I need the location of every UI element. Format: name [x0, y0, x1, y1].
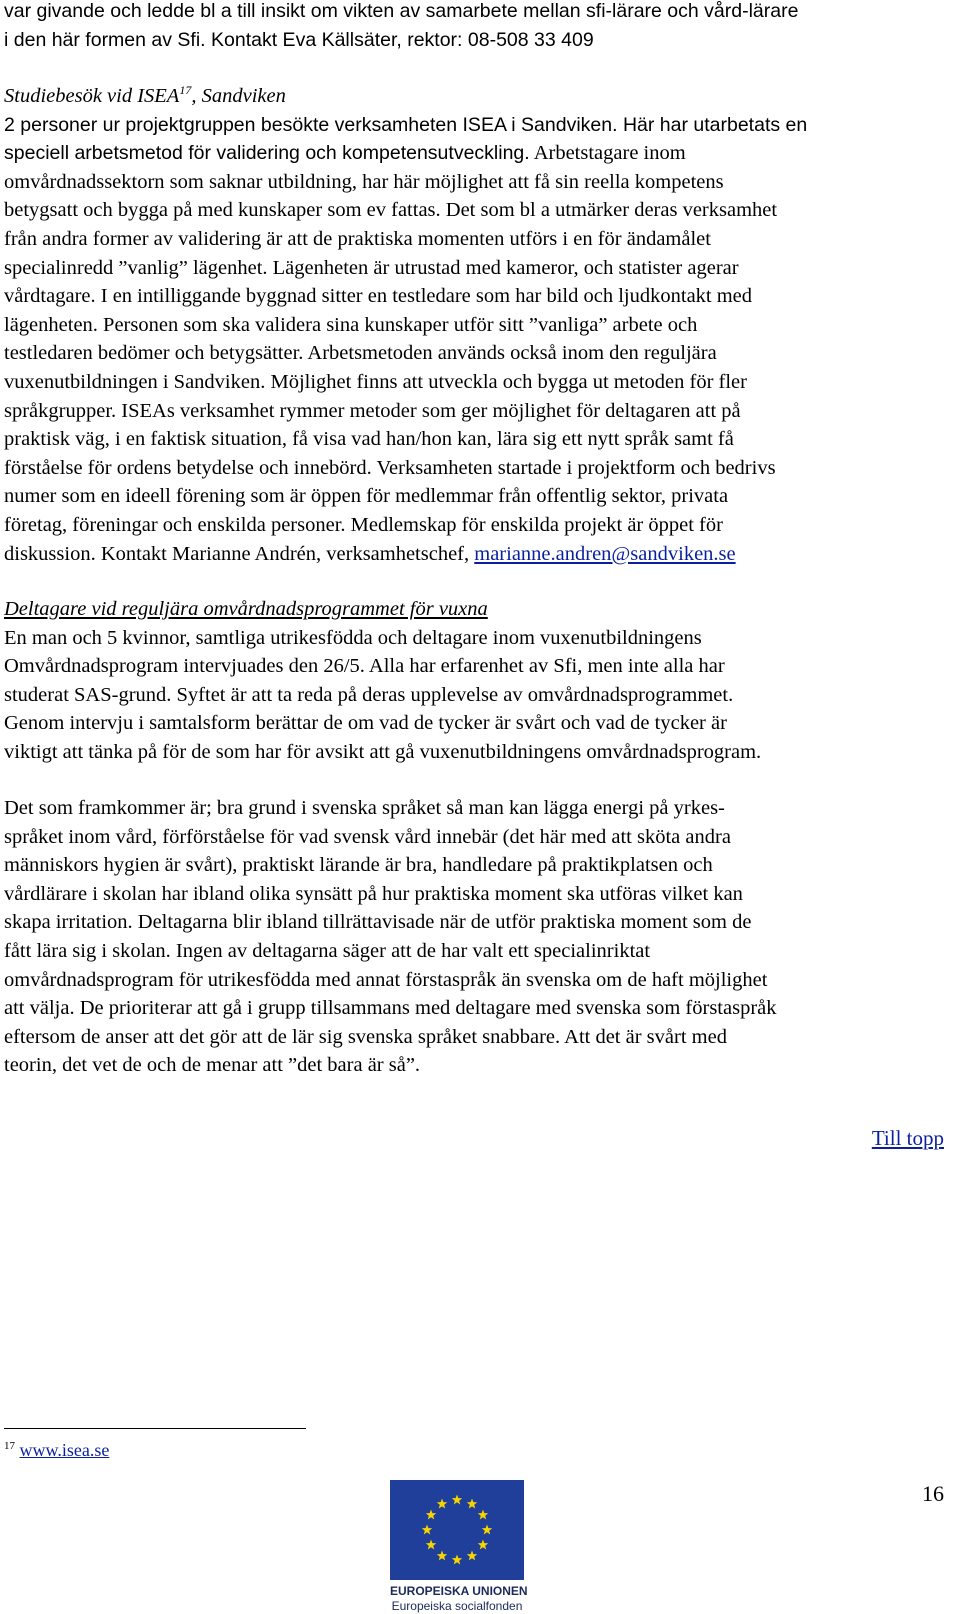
- footnote: [4, 1440, 109, 1461]
- text-line: numer som en ideell förening som är öppen för medlemmar från offentlig sektor, privata: [4, 485, 729, 508]
- text-line: En man och 5 kvinnor, samtliga utrikesfödda och deltagare inom vuxenutbildningens: [4, 626, 702, 649]
- text-line: företag, föreningar och enskilda personer. Medlemskap för enskilda projekt är öppet för: [4, 513, 723, 536]
- text-line: i den här formen av Sfi. Kontakt Eva Källsäter, rektor: 08-508 33 409: [4, 28, 594, 51]
- participants-section: [4, 595, 944, 767]
- text-line: vårdlärare i skolan har ibland olika synsätt på hur praktiska moment ska utföras vilket kan: [4, 882, 743, 905]
- footnote-link[interactable]: www.isea.se: [19, 1440, 110, 1460]
- footnote-divider: [4, 1428, 306, 1429]
- eu-logo-line2: Europeiska socialfonden: [391, 1599, 523, 1613]
- star-icon: [482, 1525, 492, 1535]
- text-line: speciell arbetsmetod för validering och kompetensutveckling. Arbetstagare inom: [4, 142, 686, 165]
- text-line: vuxenutbildningen i Sandviken. Möjlighet finns att utveckla och bygga ut metoden för fler: [4, 370, 747, 393]
- isea-section: [4, 82, 944, 568]
- star-icon: [452, 1495, 462, 1505]
- text-line: språket inom vård, förförståelse för vad svensk vård innebär (det här med att sköta andra: [4, 825, 731, 848]
- intro-paragraph: [4, 0, 944, 54]
- text-line: praktisk väg, i en faktisk situation, få visa vad han/hon kan, lära sig ett nytt språk samt få: [4, 428, 734, 451]
- page-number: 16: [922, 1481, 944, 1506]
- findings-section: [4, 794, 944, 1080]
- star-icon: [452, 1555, 462, 1565]
- text-line: var givande och ledde bl a till insikt om vikten av samarbete mellan sfi-lärare och vård-lärare: [4, 0, 799, 22]
- text-line: omvårdnadsprogram för utrikesfödda med annat förstaspråk än svenska om de haft möjlighet: [4, 968, 768, 991]
- star-icon: [467, 1499, 477, 1509]
- text-line: studerat SAS-grund. Syftet är att ta reda på deras upplevelse av omvårdnadsprogrammet.: [4, 683, 734, 706]
- star-icon: [478, 1540, 488, 1550]
- star-icon: [422, 1525, 432, 1535]
- eu-logo-line1: EUROPEISKA UNIONEN: [390, 1584, 528, 1598]
- text-line: viktigt att tänka på för de som har för avsikt att gå vuxenutbildningens omvårdnadsprogram.: [4, 740, 762, 763]
- text-line: Det som framkommer är; bra grund i svenska språket så man kan lägga energi på yrkes-: [4, 797, 725, 819]
- text-line: Genom intervju i samtalsform berättar de om vad de tycker är svårt och vad de tycker är: [4, 712, 727, 735]
- text-line: betygsatt och bygga på med kunskaper som ev fattas. Det som bl a utmärker deras verksamhet: [4, 199, 778, 222]
- text-line: fått lära sig i skolan. Ingen av deltagarna säger att de har valt ett specialinriktat: [4, 939, 651, 962]
- text-line: människors hygien är svårt), praktiskt lärande är bra, handledare på praktikplatsen och: [4, 854, 713, 877]
- text-line: teorin, det vet de och de menar att ”det bara är så”.: [4, 1054, 421, 1077]
- footnote-number: 17: [4, 1440, 15, 1452]
- eu-flag-icon: [390, 1480, 524, 1580]
- till-topp-link[interactable]: Till topp: [871, 1126, 944, 1150]
- email-link[interactable]: marianne.andren@sandviken.se: [474, 542, 736, 565]
- star-icon: [437, 1499, 447, 1509]
- text-line: att välja. De prioriterar att gå i grupp tillsammans med deltagare med svenska som förstaspråk: [4, 997, 777, 1020]
- text-line: vårdtagare. I en intilliggande byggnad sitter en testledare som har bild och ljudkontakt med: [4, 285, 753, 308]
- footnote-ref[interactable]: 17: [179, 83, 192, 98]
- text-line: omvårdnadssektorn som saknar utbildning, har här möjlighet att få sin reella kompetens: [4, 170, 724, 193]
- star-icon: [478, 1510, 488, 1520]
- text-line: Omvårdnadsprogram intervjuades den 26/5. Alla har erfarenhet av Sfi, men inte alla har: [4, 655, 725, 678]
- text-line: 2 personer ur projektgruppen besökte verksamheten ISEA i Sandviken. Här har utarbetats en: [4, 113, 808, 136]
- text-line: testledaren bedömer och betygsätter. Arbetsmetoden används också inom den reguljära: [4, 342, 717, 365]
- text-line: lägenheten. Personen som ska validera sina kunskaper utför sitt ”vanliga” arbete och: [4, 313, 698, 336]
- isea-heading: Studiebesök vid ISEA$^{17}$, Sandviken: [4, 83, 286, 107]
- eu-logo: [390, 1480, 528, 1614]
- text-line: från andra former av validering är att de praktiska momenten utförs i en för ändamålet: [4, 227, 711, 250]
- text-line: språkgrupper. ISEAs verksamhet rymmer metoder som ger möjlighet för deltagaren att på: [4, 399, 741, 422]
- text-line: förståelse för ordens betydelse och innebörd. Verksamheten startade i projektform och bedrivs: [4, 456, 776, 479]
- star-icon: [426, 1510, 436, 1520]
- star-icon: [426, 1540, 436, 1550]
- text-line: specialinredd ”vanlig” lägenhet. Lägenheten är utrustad med kameror, och statister agerar: [4, 256, 739, 279]
- text-line: skapa irritation. Deltagarna blir ibland tillrättavisade när de utför praktiska moment som de: [4, 911, 752, 934]
- star-icon: [437, 1550, 447, 1560]
- star-icon: [467, 1550, 477, 1560]
- text-line: eftersom de anser att det gör att de lär sig svenska språket snabbare. Att det är svårt med: [4, 1025, 727, 1048]
- participants-heading: Deltagare vid reguljära omvårdnadsprogrammet för vuxna: [4, 598, 488, 620]
- text-line: diskussion. Kontakt Marianne Andrén, verksamhetschef, marianne.andren@sandviken.se: [4, 542, 736, 565]
